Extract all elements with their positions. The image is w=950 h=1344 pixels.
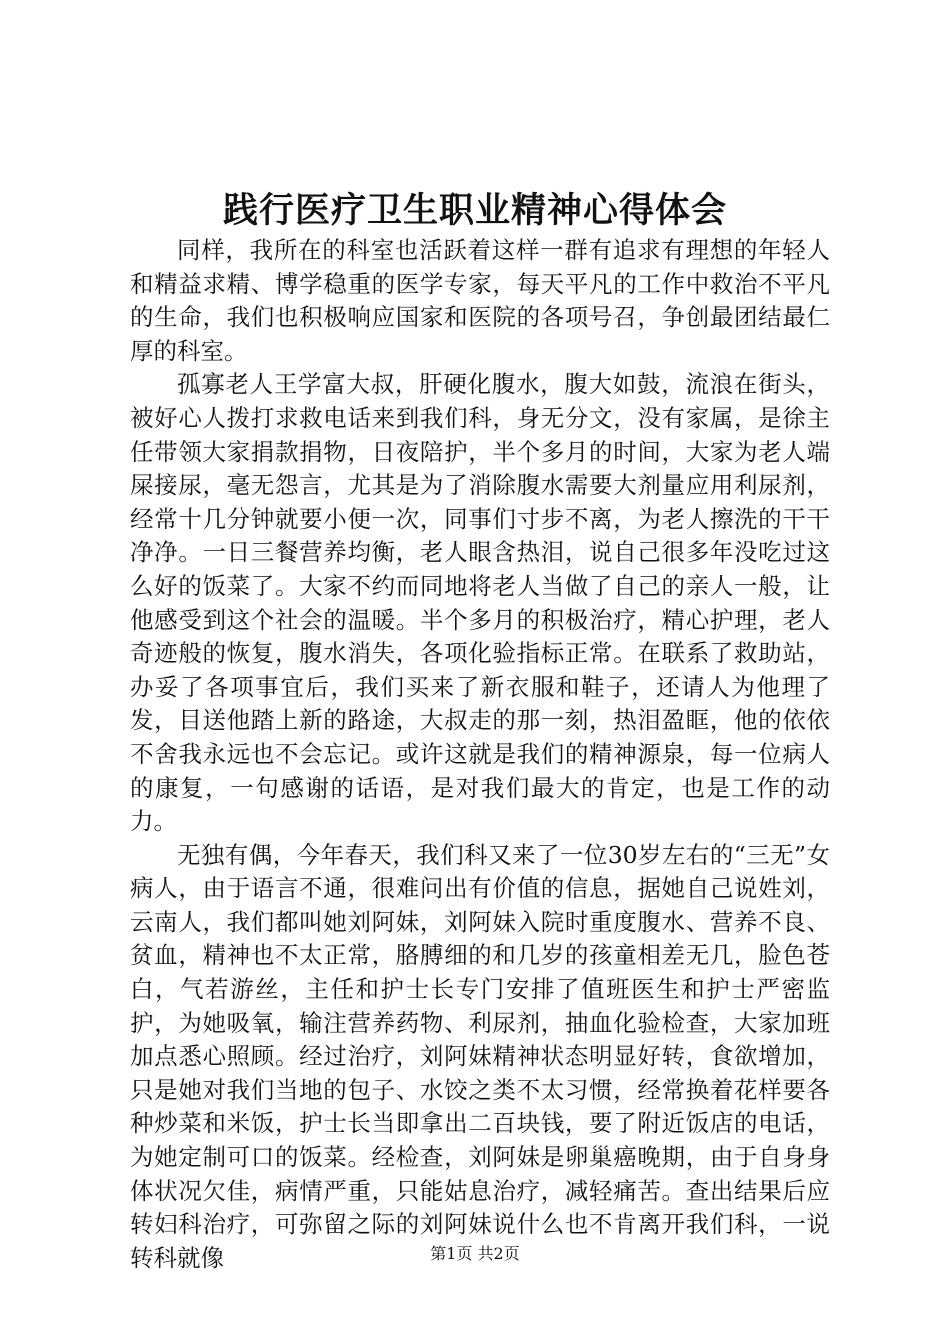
page-number-footer: 第1页 共2页 bbox=[430, 1244, 520, 1263]
document-body bbox=[130, 234, 830, 1275]
document-title: 践行医疗卫生职业精神心得体会 bbox=[222, 190, 727, 231]
paragraph-3: 无独有偶，今年春天，我们科又来了一位30岁左右的“三无”女病人，由于语言不通，很难问出有价值的信息，据她自己说姓刘，云南人，我们都叫她刘阿妹，刘阿妹入院时重度腹水、营养不良、贫血，精神也不太正常，胳膊细的和几岁的孩童相差无几，脸色苍白，气若游丝，主任和护士长专门安排了值班医生和护士严密监护，为她吸氧，输注营养药物、利尿剂，抽血化验检查，大家加班加点悉心照顾。经过治疗，刘阿妹精神状态明显好转，食欲增加，只是她对我们当地的包子、水饺之类不太习惯，经常换着花样要各种炒菜和米饭，护士长当即拿出二百块钱，要了附近饭店的电话，为她定制可口的饭菜。经检查，刘阿妹是卵巢癌晚期，由于自身身体状况欠佳，病情严重，只能姑息治疗，减轻痛苦。查出结果后应转妇科治疗，可弥留之际的刘阿妹说什么也不肯离开我们科，一说转科就像 bbox=[130, 840, 830, 1272]
paragraph-1: 同样，我所在的科室也活跃着这样一群有追求有理想的年轻人和精益求精、博学稳重的医学专家，每天平凡的工作中救治不平凡的生命，我们也积极响应国家和医院的各项号召，争创最团结最仁厚的科室。 bbox=[130, 236, 830, 365]
paragraph-2: 孤寡老人王学富大叔，肝硬化腹水，腹大如鼓，流浪在街头，被好心人拨打求救电话来到我们科，身无分文，没有家属，是徐主任带领大家捐款捐物，日夜陪护，半个多月的时间，大家为老人端屎接尿，毫无怨言，尤其是为了消除腹水需要大剂量应用利尿剂，经常十几分钟就要小便一次，同事们寸步不离，为老人擦洗的干干净净。一日三餐营养均衡，老人眼含热泪，说自己很多年没吃过这么好的饭菜了。大家不约而同地将老人当做了自己的亲人一般，让他感受到这个社会的温暖。半个多月的积极治疗，精心护理，老人奇迹般的恢复，腹水消失，各项化验指标正常。在联系了救助站，办妥了各项事宜后，我们买来了新衣服和鞋子，还请人为他理了发，目送他踏上新的路途，大叔走的那一刻，热泪盈眶，他的依依不舍我永远也不会忘记。或许这就是我们的精神源泉，每一位病人的康复，一句感谢的话语，是对我们最大的肯定，也是工作的动力。 bbox=[130, 370, 830, 836]
